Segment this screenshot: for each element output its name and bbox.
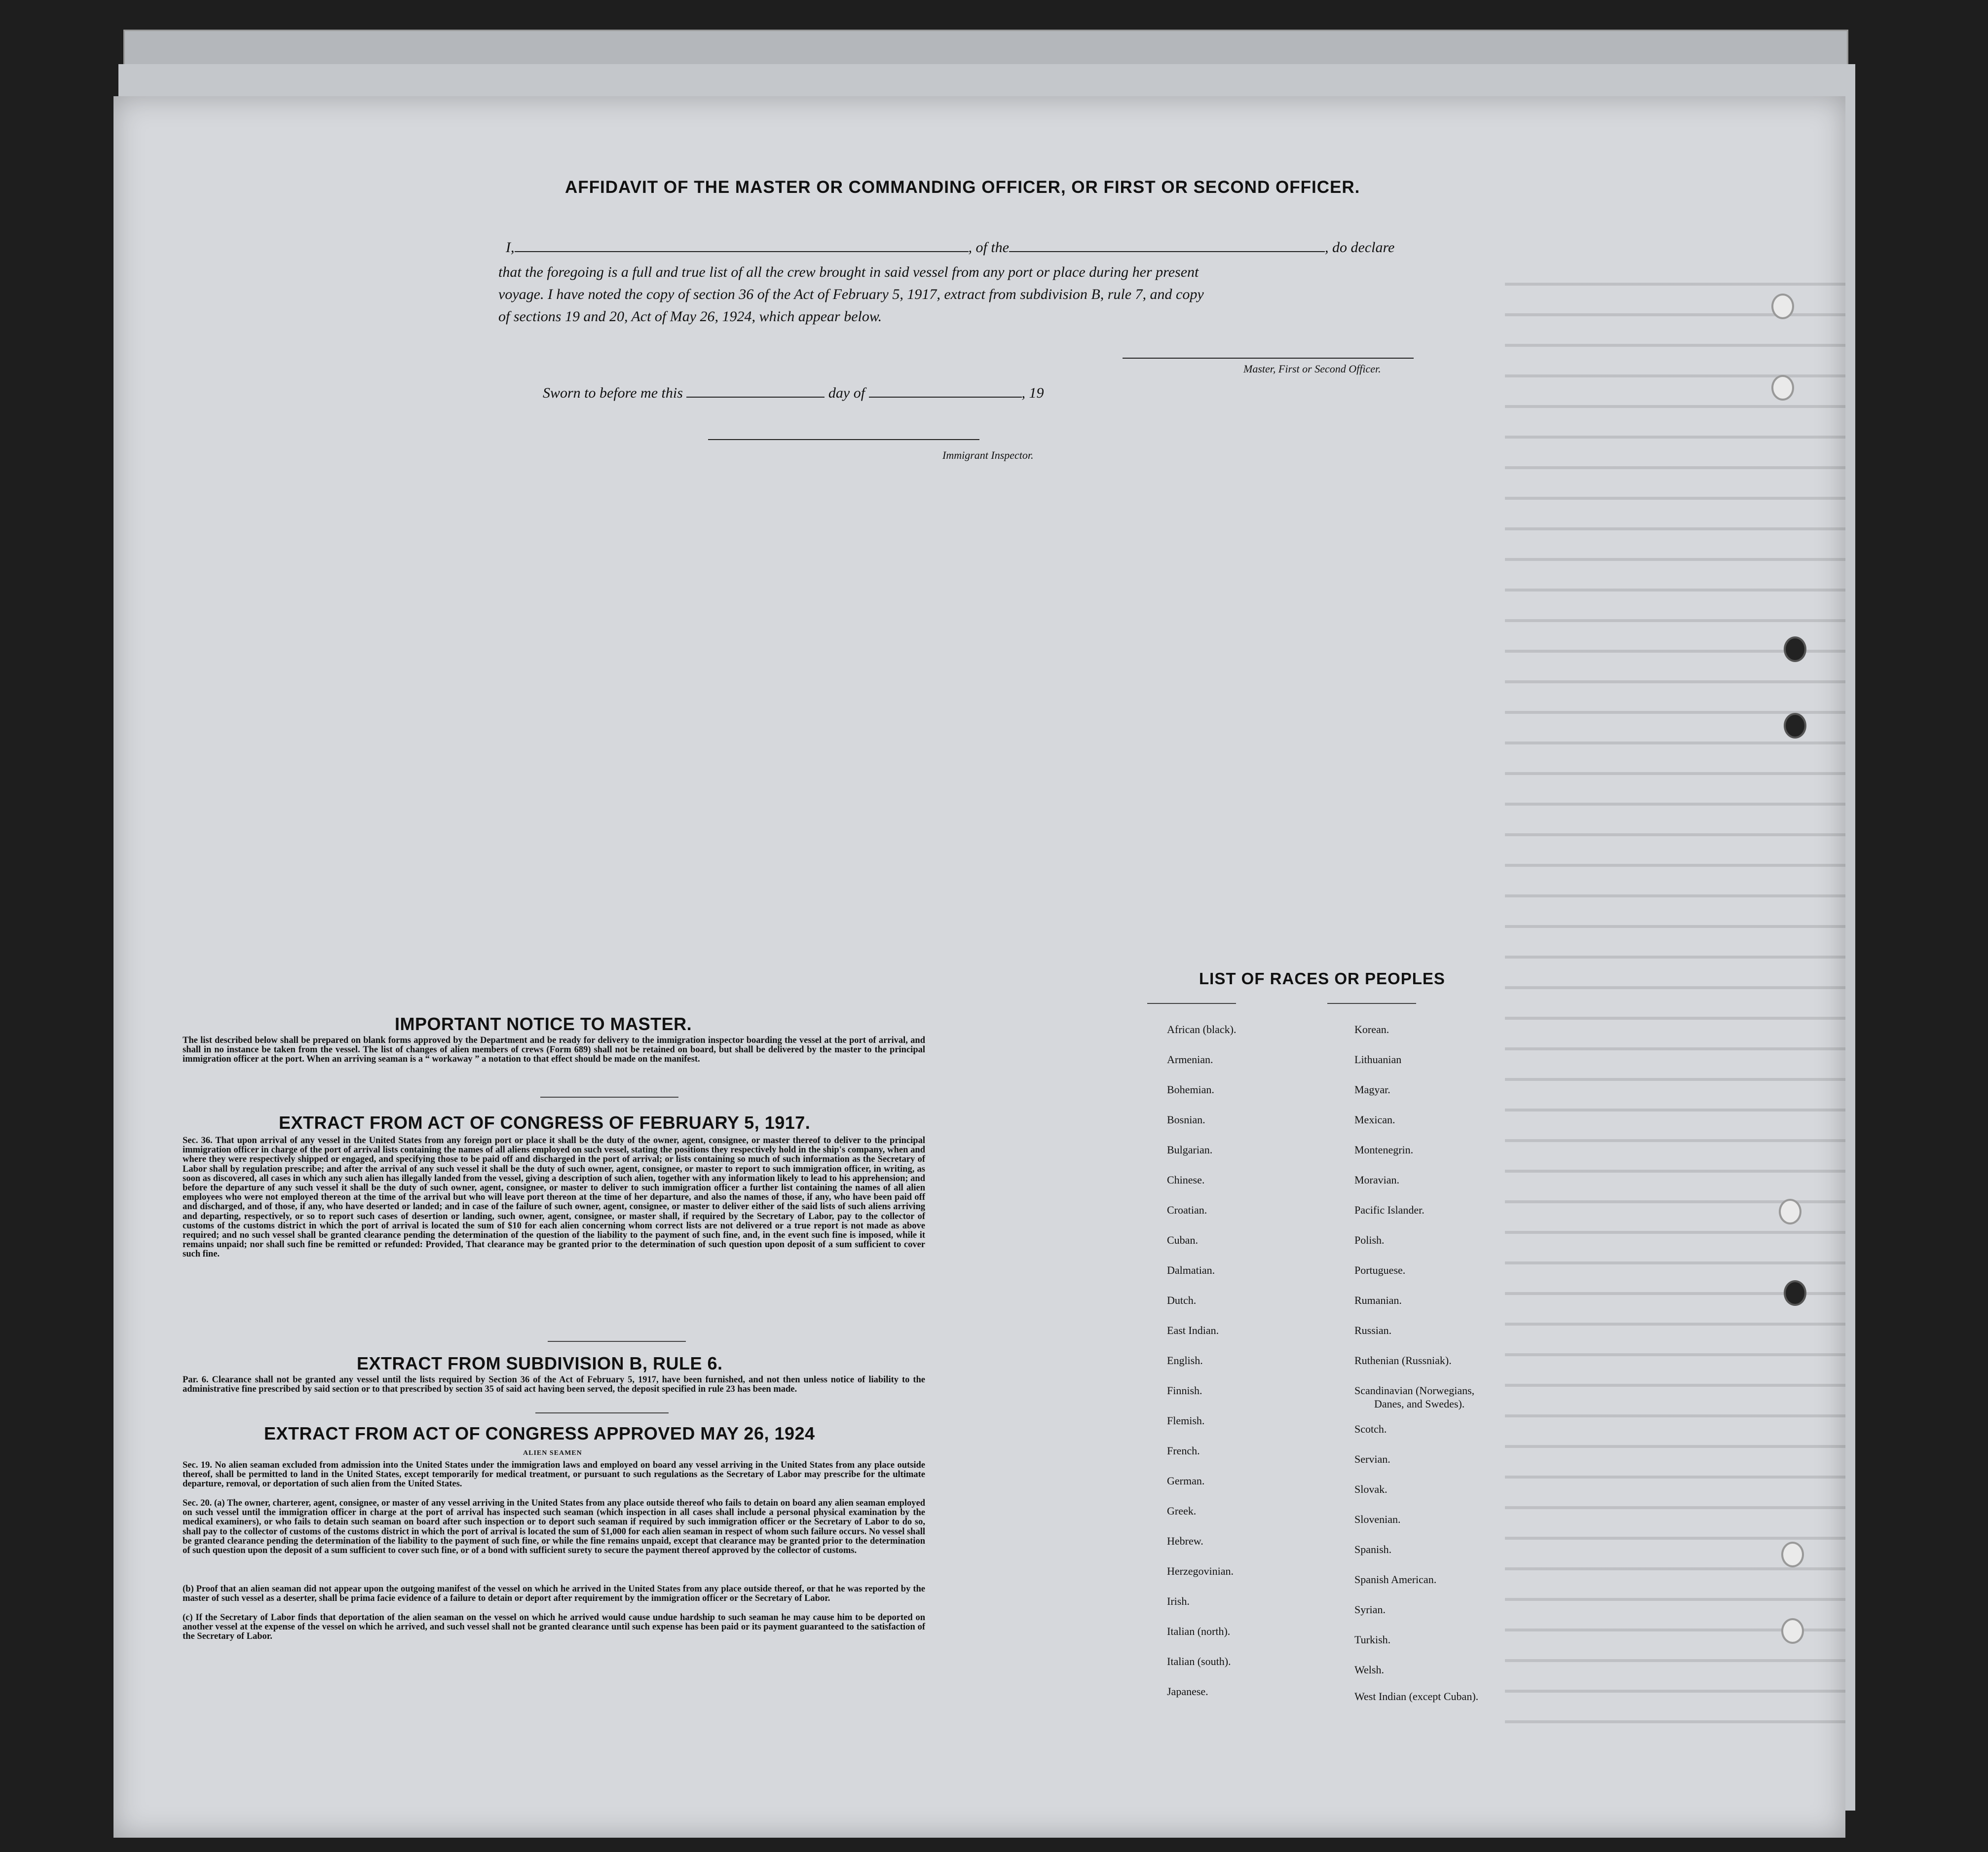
- divider: [535, 1412, 669, 1413]
- race-item: Lithuanian: [1354, 1053, 1402, 1066]
- affidavit-i: I,: [506, 239, 515, 256]
- race-item: African (black).: [1167, 1023, 1237, 1036]
- race-item: East Indian.: [1167, 1324, 1219, 1336]
- race-item: Mexican.: [1354, 1113, 1395, 1126]
- binder-hole: [1784, 1280, 1806, 1306]
- notice-title: IMPORTANT NOTICE TO MASTER.: [395, 1014, 692, 1034]
- sworn-month-blank[interactable]: [869, 396, 1022, 398]
- race-item: Rumanian.: [1354, 1294, 1402, 1306]
- race-item: Bohemian.: [1167, 1083, 1214, 1096]
- race-item: Italian (north).: [1167, 1625, 1231, 1637]
- race-item: Finnish.: [1167, 1384, 1202, 1397]
- extract-1917-body: Sec. 36. That upon arrival of any vessel in the United States from any foreign port or place it shall be the duty of the owner, agent, consignee, or master thereof to deliver to the principal immigration officer in charge of the port of arrival lists containing the names of all aliens employed on such vessel, stating the positions they respectively hold in the ship's company, when and where they were respectively shipped or engaged, and specifying those to be paid off and discharged in the port of arrival; or lists containing so much of such information as the Secretary of Labor shall by regulation prescribe; and after the arrival of any such vessel it shall be the duty of such owner, agent, consignee, or master to report to such immigration officer, in writing, as soon as discovered, all cases in which any such alien has illegally landed from the vessel, giving a description of such alien, together with any information likely to lead to his apprehension; and before the departure of any such vessel it shall be the duty of such owner, agent, consignee, or master to deliver to such immigration officer a further list containing the names of all alien employees who were not employed thereon at the time of the arrival but who will leave port thereon at the time of her departure, and also the names of those, if any, who have been paid off and discharged, and of those, if any, who have deserted or landed; and in case of the failure of such owner, agent, consignee, or master to deliver either of the said lists of such aliens arriving and departing, respectively, or so to report such cases of desertion or landing, such owner, agent, consignee, or master shall, if required by the Secretary of Labor, pay to the collector of customs of the customs district in which the port of arrival is located the sum of $10 for each alien concerning whom correct lists are not delivered or a true report is not made as above required; and no such vessel shall be granted clearance pending the determination of the question of the liability to the payment of such fine, and, in the event such fine is imposed, while it remains unpaid; nor shall such fine be remitted or refunded: Provided, That clearance may be granted prior to the determination of such question upon deposit of a sum sufficient to cover such fine.: [183, 1136, 925, 1259]
- race-item: Danes, and Swedes).: [1374, 1398, 1465, 1410]
- form-page: [113, 96, 1845, 1838]
- race-item: Slovak.: [1354, 1483, 1388, 1495]
- race-item: Portuguese.: [1354, 1264, 1406, 1276]
- race-item: Bulgarian.: [1167, 1144, 1213, 1156]
- race-item: Irish.: [1167, 1595, 1190, 1607]
- binder-hole: [1779, 1199, 1801, 1224]
- sworn-line: [543, 385, 1044, 402]
- race-item: Syrian.: [1354, 1603, 1386, 1616]
- sec19-body: Sec. 19. No alien seaman excluded from admission into the United States under the immigration laws and employed on board any vessel arriving in the United States from any place outside thereof, shall be permitted to land in the United States, except temporarily for medical treatment, or pursuant to such regulations as the Secretary of Labor may prescribe for the ultimate departure, removal, or deportation of such alien from the United States.: [183, 1460, 925, 1489]
- race-item: Japanese.: [1167, 1685, 1208, 1698]
- race-item: Dutch.: [1167, 1294, 1197, 1306]
- race-item: Cuban.: [1167, 1234, 1198, 1246]
- rule6-title: EXTRACT FROM SUBDIVISION B, RULE 6.: [357, 1353, 723, 1373]
- inspector-signature-line[interactable]: [708, 439, 979, 440]
- day-of-text: day of: [828, 385, 865, 401]
- race-item: West Indian (except Cuban).: [1354, 1690, 1479, 1703]
- divider: [540, 1097, 678, 1098]
- notice-body: The list described below shall be prepared on blank forms approved by the Department and be ready for delivery to the immigration inspector boarding the vessel at the port of arrival, and shall in no instance be taken from the vessel. The list of changes of alien members of crews (Form 689) shall not be retained on board, but shall be delivered by the master to the principal immigration officer at the port. When an arriving seaman is a “ workaway ” a notation to that effect should be made on the manifest.: [183, 1036, 925, 1065]
- binder-hole: [1771, 294, 1794, 319]
- race-item: Flemish.: [1167, 1414, 1205, 1427]
- race-item: Chinese.: [1167, 1174, 1205, 1186]
- sec20c-body: (c) If the Secretary of Labor finds that deportation of the alien seaman on the vessel on which he arrived would cause undue hardship to such seaman he may cause him to be deported on another vessel at the expense of the vessel on which he arrived, and such vessel shall not be granted clearance until such expense has been paid or its payment guaranteed to the satisfaction of the Secretary of Labor.: [183, 1613, 925, 1642]
- binder-hole: [1771, 375, 1794, 401]
- races-rule-left: [1147, 1003, 1236, 1004]
- race-item: Russian.: [1354, 1324, 1392, 1336]
- race-item: Spanish.: [1354, 1543, 1392, 1556]
- race-item: Turkish.: [1354, 1633, 1391, 1646]
- inspector-label: Immigrant Inspector.: [942, 449, 1034, 461]
- races-rule-right: [1327, 1003, 1416, 1004]
- sworn-day-blank[interactable]: [686, 396, 825, 398]
- binder-hole: [1781, 1542, 1804, 1567]
- race-item: Armenian.: [1167, 1053, 1213, 1066]
- race-item: Bosnian.: [1167, 1113, 1205, 1126]
- divider: [548, 1341, 686, 1342]
- race-item: Hebrew.: [1167, 1535, 1203, 1547]
- race-item: Scandinavian (Norwegians,: [1354, 1384, 1475, 1397]
- affidavit-line-3: voyage. I have noted the copy of section 36 of the Act of February 5, 1917, extract from subdivision B, rule 7, and copy: [498, 286, 1204, 302]
- master-name-blank[interactable]: [515, 251, 969, 252]
- race-item: Korean.: [1354, 1023, 1389, 1036]
- race-item: Spanish American.: [1354, 1573, 1437, 1586]
- race-item: Montenegrin.: [1354, 1144, 1414, 1156]
- race-item: Greek.: [1167, 1505, 1197, 1517]
- affidavit-line-1: [506, 239, 1394, 256]
- race-item: Slovenian.: [1354, 1513, 1401, 1525]
- race-item: French.: [1167, 1445, 1200, 1457]
- alien-seamen-subtitle: ALIEN SEAMEN: [523, 1449, 582, 1457]
- binder-hole: [1784, 713, 1806, 739]
- affidavit-of-the: , of the: [968, 239, 1009, 256]
- master-signature-line[interactable]: [1123, 358, 1414, 359]
- race-item: Servian.: [1354, 1453, 1390, 1465]
- sec20a-body: Sec. 20. (a) The owner, charterer, agent, consignee, or master of any vessel arriving in the United States from any place outside thereof who fails to detain on board any alien seaman employed on such vessel until the immigration officer in charge at the port of arrival has inspected such seaman (which inspection in all cases shall include a personal physical examination by the medical examiners), or who fails to detain such seaman on board after such inspection or to deport such seaman if required by such immigration officer or the Secretary of Labor to do so, shall pay to the collector of customs of the customs district in which the port of arrival is located the sum of $1,000 for each alien seaman in respect of whom such failure occurs. No vessel shall be granted clearance pending the determination of the liability to the payment of such fine, or while the fine remains unpaid, except that clearance may be granted prior to the determination of such question upon the deposit of a sum sufficient to cover such fine, or of a bond with sufficient surety to secure the payment thereof approved by the collector of customs.: [183, 1498, 925, 1556]
- race-item: German.: [1167, 1475, 1205, 1487]
- affidavit-declare: , do declare: [1325, 239, 1395, 256]
- race-item: Herzegovinian.: [1167, 1565, 1234, 1577]
- extract-1924-title: EXTRACT FROM ACT OF CONGRESS APPROVED MAY 26, 1924: [264, 1423, 815, 1444]
- race-item: Moravian.: [1354, 1174, 1400, 1186]
- bleed-through-crew-list: [1505, 259, 1845, 1739]
- sworn-text: Sworn to before me this: [543, 385, 683, 401]
- binder-hole: [1784, 636, 1806, 662]
- year-prefix: , 19: [1021, 385, 1044, 401]
- sec20b-body: (b) Proof that an alien seaman did not appear upon the outgoing manifest of the vessel on which he arrived in the United States from any place outside thereof, or that he was reported by the master of such vessel as a deserter, shall be prima facie evidence of a failure to detain or deport after requirement by the immigration officer or the Secretary of Labor.: [183, 1584, 925, 1604]
- race-item: Croatian.: [1167, 1204, 1207, 1216]
- extract-1917-title: EXTRACT FROM ACT OF CONGRESS OF FEBRUARY 5, 1917.: [279, 1112, 811, 1133]
- races-title: LIST OF RACES OR PEOPLES: [1199, 969, 1445, 988]
- rule6-body: Par. 6. Clearance shall not be granted any vessel until the lists required by Section 36 of the Act of February 5, 1917, have been furnished, and not then unless notice of liability to the administrative fine prescribed by said section or to that prescribed by section 35 of said act having been served, the deposit specified in rule 23 has been made.: [183, 1375, 925, 1395]
- race-item: Scotch.: [1354, 1423, 1387, 1435]
- vessel-name-blank[interactable]: [1009, 251, 1325, 252]
- affidavit-line-4: of sections 19 and 20, Act of May 26, 1924, which appear below.: [498, 308, 882, 325]
- race-item: Ruthenian (Russniak).: [1354, 1354, 1452, 1367]
- race-item: Magyar.: [1354, 1083, 1390, 1096]
- binder-hole: [1781, 1618, 1804, 1644]
- race-item: Welsh.: [1354, 1664, 1384, 1676]
- race-item: Italian (south).: [1167, 1655, 1231, 1667]
- race-item: Pacific Islander.: [1354, 1204, 1425, 1216]
- race-item: Polish.: [1354, 1234, 1385, 1246]
- master-signature-label: Master, First or Second Officer.: [1243, 363, 1381, 375]
- affidavit-line-2: that the foregoing is a full and true list of all the crew brought in said vessel from any port or place during her present: [498, 264, 1199, 280]
- race-item: English.: [1167, 1354, 1203, 1367]
- affidavit-title: AFFIDAVIT OF THE MASTER OR COMMANDING OFFICER, OR FIRST OR SECOND OFFICER.: [565, 178, 1360, 197]
- race-item: Dalmatian.: [1167, 1264, 1215, 1276]
